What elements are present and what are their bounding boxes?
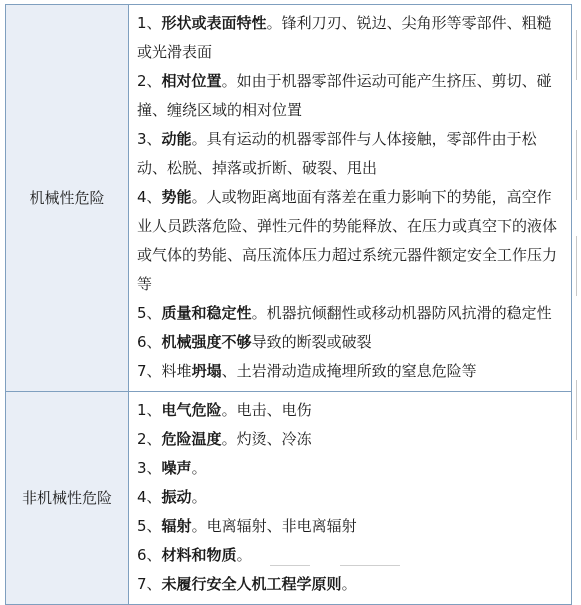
table-row-mechanical (6, 5, 572, 392)
divider (340, 565, 400, 566)
list-item: 1、形状或表面特性。锋利刀刃、锐边、尖角形等零部件、粗糙或光滑表面 (137, 14, 552, 61)
list-item: 7、未履行安全人机工程学原则。 (137, 575, 357, 593)
page-edge-line (576, 30, 577, 80)
table-row-non-mechanical (6, 392, 572, 605)
list-item: 2、相对位置。如由于机器零部件运动可能产生挤压、剪切、碰撞、缠绕区域的相对位置 (137, 72, 552, 119)
category-label: 非机械性危险 (21, 489, 112, 507)
page-edge-line (576, 130, 577, 200)
category-cell (6, 392, 129, 605)
list-item: 5、质量和稳定性。机器抗倾翻性或移动机器防风抗滑的稳定性 (137, 304, 552, 322)
list-item: 4、振动。 (137, 488, 207, 506)
items-cell (129, 5, 572, 392)
list-item: 2、危险温度。灼烫、冷冻 (137, 430, 312, 448)
list-item: 3、噪声。 (137, 459, 207, 477)
list-item: 1、电气危险。电击、电伤 (137, 401, 312, 419)
page-edge-line (576, 380, 577, 440)
page-edge-line (576, 236, 577, 296)
list-item: 5、辐射。电离辐射、非电离辐射 (137, 517, 357, 535)
category-label: 机械性危险 (29, 189, 105, 207)
list-item: 6、机械强度不够导致的断裂或破裂 (137, 333, 372, 351)
list-item: 7、料堆坍塌、土岩滑动造成掩埋所致的窒息危险等 (137, 362, 477, 380)
list-item: 6、材料和物质。 (137, 546, 252, 564)
divider (270, 565, 310, 566)
hazard-table (5, 4, 572, 605)
list-item: 3、动能。具有运动的机器零部件与人体接触，零部件由于松动、松脱、掉落或折断、破裂、甩出 (137, 130, 537, 177)
list-item: 4、势能。人或物距离地面有落差在重力影响下的势能，高空作业人员跌落危险、弹性元件的势能释放、在压力或真空下的液体或气体的势能、高压流体压力超过系统元器件额定安全工作压力等 (137, 188, 558, 293)
items-cell (129, 392, 572, 605)
category-cell (6, 5, 129, 392)
